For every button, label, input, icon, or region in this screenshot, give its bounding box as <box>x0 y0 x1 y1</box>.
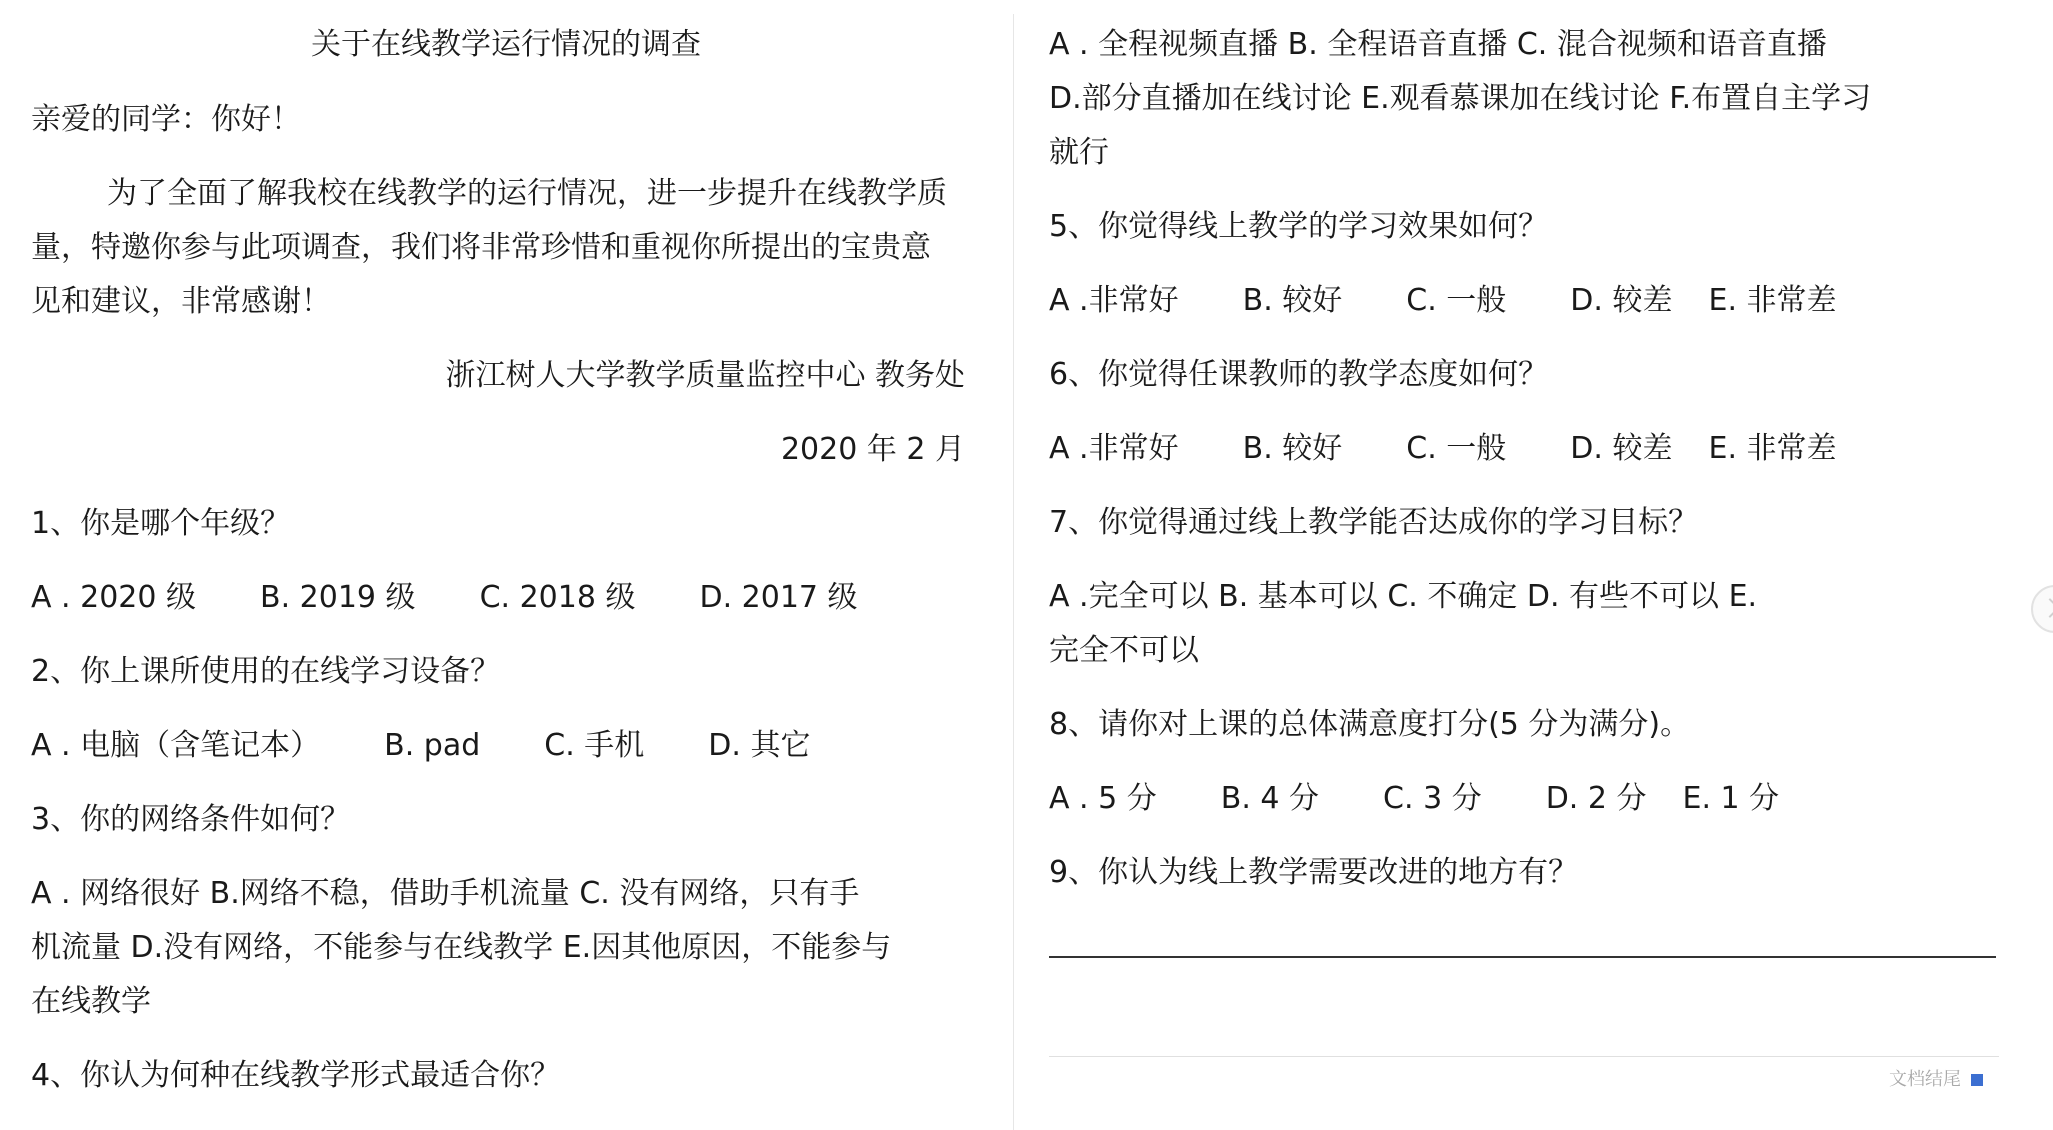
option-line: A . 网络很好 B.网络不稳，借助手机流量 C. 没有网络，只有手 <box>31 876 860 911</box>
option-line: A . 全程视频直播 B. 全程语音直播 C. 混合视频和语音直播 <box>1049 27 1827 62</box>
date: 2020 年 2 月 <box>780 432 965 467</box>
intro-line: 见和建议，非常感谢！ <box>31 284 331 319</box>
question-8-options <box>1049 772 1999 826</box>
question-1-options <box>31 571 981 625</box>
document-end-marker <box>1889 1068 1983 1092</box>
question-7: 7、你觉得通过线上教学能否达成你的学习目标？ <box>1049 505 1699 540</box>
greeting: 亲爱的同学：你好！ <box>31 102 301 137</box>
doc-title: 关于在线教学运行情况的调查 <box>311 27 701 62</box>
option: D. 其它 <box>708 728 811 763</box>
question-3-options <box>31 867 981 1029</box>
question-5: 5、你觉得线上教学的学习效果如何？ <box>1049 209 1549 244</box>
answer-blank-line <box>1049 956 1996 958</box>
option: A .非常好 <box>1049 431 1179 466</box>
option: C. 一般 <box>1406 431 1507 466</box>
option: B. 2019 级 <box>260 580 416 615</box>
document-page-left <box>0 0 1013 1130</box>
question-8: 8、请你对上课的总体满意度打分(5 分为满分)。 <box>1049 707 1691 742</box>
page-left-content <box>31 18 981 1123</box>
page-divider <box>1013 14 1014 1130</box>
option: E. 非常差 <box>1708 283 1837 318</box>
question-4-options <box>1049 18 1999 180</box>
page-right-content <box>1049 18 1999 920</box>
option: C. 2018 级 <box>479 580 636 615</box>
intro-line: 量，特邀你参与此项调查，我们将非常珍惜和重视你所提出的宝贵意 <box>31 230 931 265</box>
option: C. 一般 <box>1406 283 1507 318</box>
option: B. 较好 <box>1242 283 1343 318</box>
option: B. 较好 <box>1242 431 1343 466</box>
option: D. 较差 <box>1570 431 1673 466</box>
document-page-right <box>1015 0 2015 1130</box>
option: B. pad <box>384 728 481 763</box>
end-square-icon <box>1971 1074 1983 1086</box>
signature: 浙江树人大学教学质量监控中心 教务处 <box>445 358 965 393</box>
question-6: 6、你觉得任课教师的教学态度如何？ <box>1049 357 1549 392</box>
option-line: D.部分直播加在线讨论 E.观看慕课加在线讨论 F.布置自主学习 <box>1049 81 1872 116</box>
option: E. 非常差 <box>1708 431 1837 466</box>
question-3: 3、你的网络条件如何？ <box>31 802 351 837</box>
question-2-options <box>31 719 981 773</box>
document-end-label: 文档结尾 <box>1889 1069 1961 1090</box>
option: A .非常好 <box>1049 283 1179 318</box>
option-line: 完全不可以 <box>1049 633 1199 668</box>
question-2: 2、你上课所使用的在线学习设备？ <box>31 654 501 689</box>
question-6-options <box>1049 422 1999 476</box>
question-7-options <box>1049 570 1999 678</box>
option-line: 在线教学 <box>31 984 151 1019</box>
option: C. 3 分 <box>1383 781 1482 816</box>
option: A . 5 分 <box>1049 781 1157 816</box>
option: A . 2020 级 <box>31 580 197 615</box>
question-9: 9、你认为线上教学需要改进的地方有？ <box>1049 855 1579 890</box>
next-page-arrow-icon[interactable] <box>2031 585 2053 633</box>
option: C. 手机 <box>544 728 645 763</box>
option-line: A .完全可以 B. 基本可以 C. 不确定 D. 有些不可以 E. <box>1049 579 1758 614</box>
option-line: 就行 <box>1049 135 1109 170</box>
option: D. 2 分 <box>1545 781 1647 816</box>
option: D. 较差 <box>1570 283 1673 318</box>
question-4: 4、你认为何种在线教学形式最适合你？ <box>31 1058 561 1093</box>
question-5-options <box>1049 274 1999 328</box>
intro-paragraph <box>31 167 981 329</box>
option: D. 2017 级 <box>699 580 858 615</box>
intro-line: 为了全面了解我校在线教学的运行情况，进一步提升在线教学质 <box>107 176 947 211</box>
document-end-rule <box>1049 1056 1999 1057</box>
option: A . 电脑（含笔记本） <box>31 728 321 763</box>
option: B. 4 分 <box>1220 781 1320 816</box>
question-1: 1、你是哪个年级？ <box>31 506 291 541</box>
option: E. 1 分 <box>1682 781 1780 816</box>
option-line: 机流量 D.没有网络，不能参与在线教学 E.因其他原因，不能参与 <box>31 930 892 965</box>
